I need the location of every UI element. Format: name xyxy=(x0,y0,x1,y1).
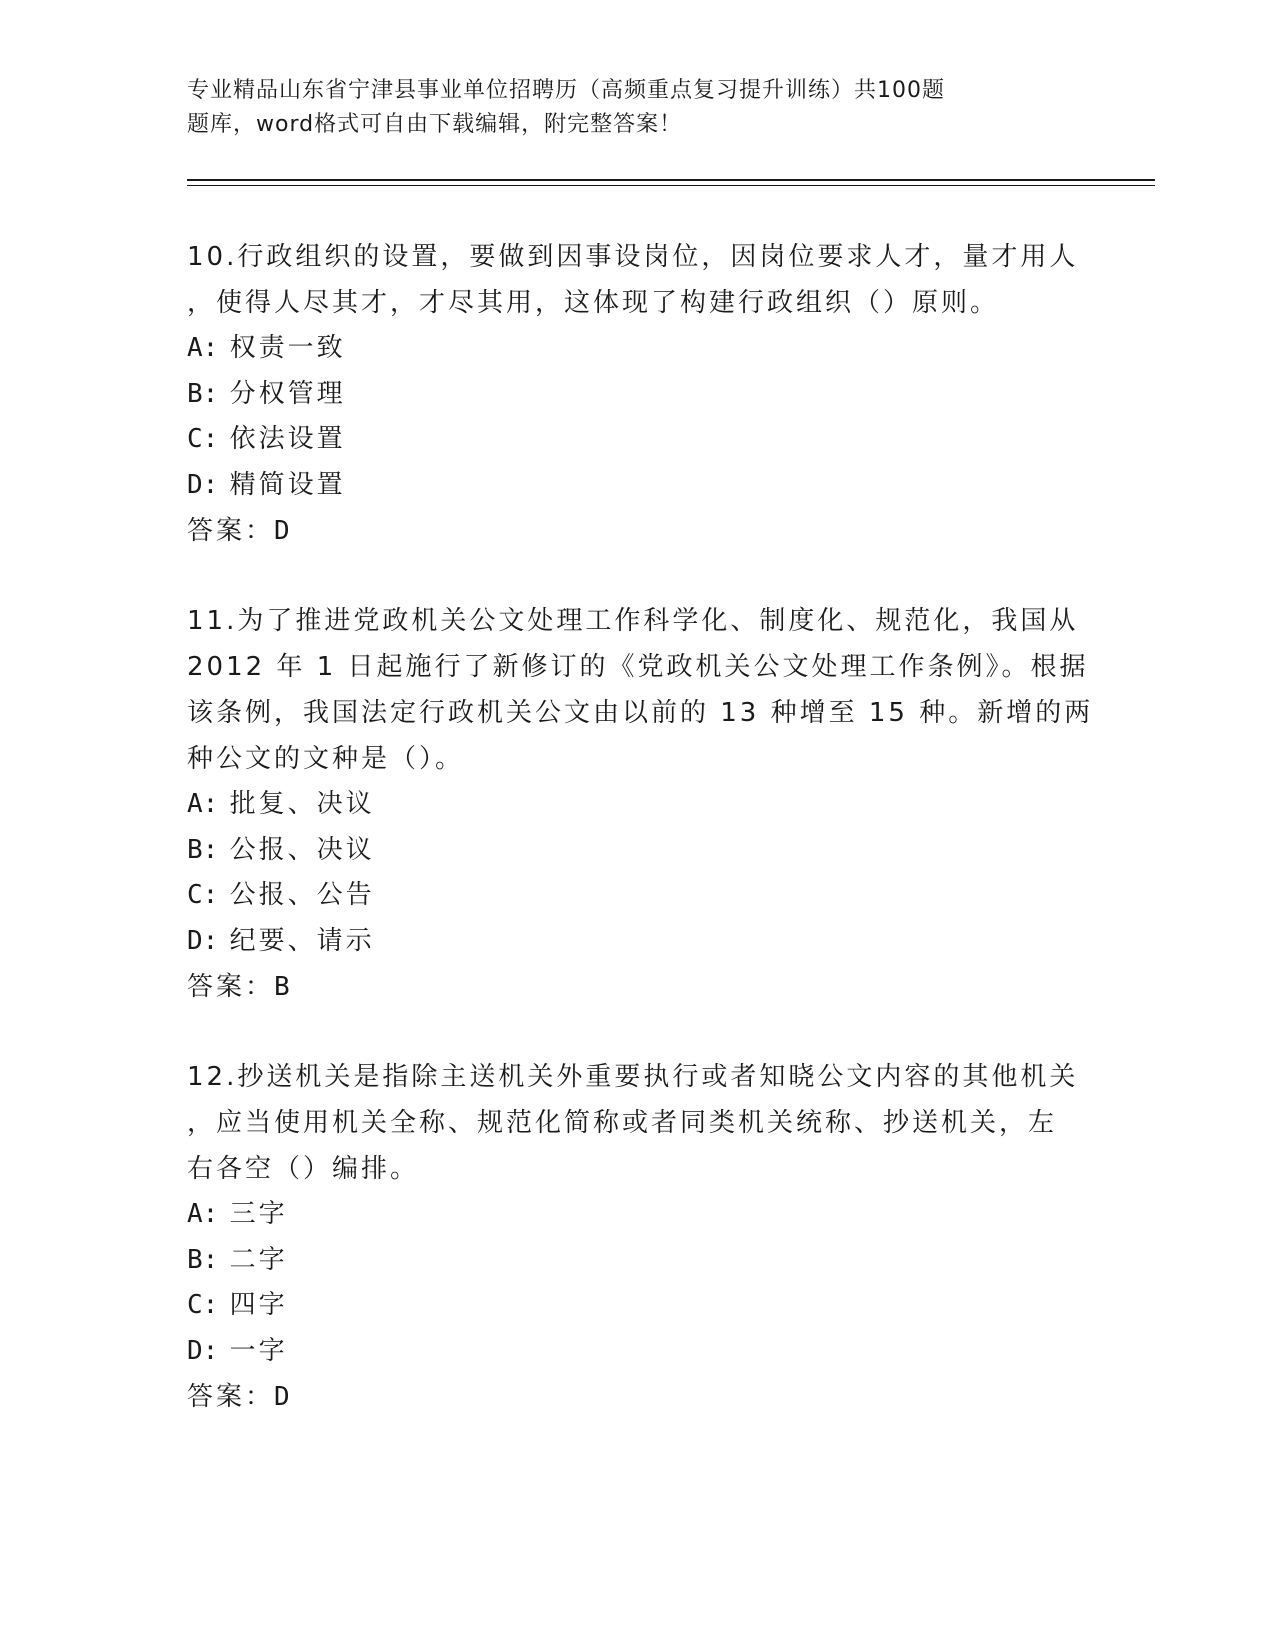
question-11 xyxy=(187,598,1094,1010)
option-text: 二字 xyxy=(229,1244,288,1275)
answer-line xyxy=(187,1374,1087,1420)
question-stem xyxy=(187,1054,1087,1192)
question-12 xyxy=(187,1054,1087,1420)
question-stem xyxy=(187,598,1094,782)
document-header xyxy=(187,74,1047,142)
option-key: D: xyxy=(187,1335,219,1366)
option-text: 分权管理 xyxy=(229,378,346,409)
answer-label: 答案： xyxy=(187,972,275,1002)
option-text: 精简设置 xyxy=(229,469,346,500)
question-stem-line: 右各空（）编排。 xyxy=(187,1154,420,1184)
option-key: C: xyxy=(187,1290,219,1320)
option-key: D: xyxy=(187,469,219,500)
option-list xyxy=(187,326,1087,508)
question-stem xyxy=(187,234,1087,326)
option-b xyxy=(187,828,1087,874)
question-10 xyxy=(187,234,1087,554)
option-a xyxy=(187,782,1087,828)
answer-value: D xyxy=(274,516,290,546)
question-stem-line: 12.抄送机关是指除主送机关外重要执行或者知晓公文内容的其他机关 xyxy=(187,1062,1079,1092)
option-key: C: xyxy=(187,424,219,454)
option-key: B: xyxy=(187,378,219,409)
header-divider-thick xyxy=(187,179,1155,181)
option-text: 公报、公告 xyxy=(229,880,375,910)
option-key: A: xyxy=(187,789,219,819)
option-text: 权责一致 xyxy=(229,333,346,363)
header-title-line-1: 专业精品山东省宁津县事业单位招聘历（高频重点复习提升训练）共100题 xyxy=(187,78,945,103)
option-c xyxy=(187,1283,1087,1329)
option-key: A: xyxy=(187,1199,219,1229)
option-text: 公报、决议 xyxy=(229,834,375,865)
question-stem-line: ，应当使用机关全称、规范化简称或者同类机关统称、抄送机关，左 xyxy=(187,1108,1058,1138)
question-stem-line: 该条例，我国法定行政机关公文由以前的 13 种增至 15 种。新增的两 xyxy=(187,698,1094,728)
option-b xyxy=(187,1238,1087,1284)
option-c xyxy=(187,417,1087,463)
answer-line xyxy=(187,508,1087,554)
question-stem-line: ，使得人尽其才，才尽其用，这体现了构建行政组织（）原则。 xyxy=(187,288,1000,318)
option-text: 三字 xyxy=(229,1199,288,1229)
option-text: 纪要、请示 xyxy=(229,925,375,956)
option-a xyxy=(187,326,1087,372)
option-text: 一字 xyxy=(229,1335,288,1366)
header-divider-thin xyxy=(187,185,1155,186)
option-a xyxy=(187,1192,1087,1238)
question-stem-line: 种公文的文种是（）。 xyxy=(187,744,465,774)
option-list xyxy=(187,1192,1087,1374)
option-key: D: xyxy=(187,925,219,956)
option-d xyxy=(187,1329,1087,1375)
option-b xyxy=(187,372,1087,418)
answer-label: 答案： xyxy=(187,1382,275,1412)
answer-value: D xyxy=(274,1382,290,1412)
option-text: 四字 xyxy=(229,1290,288,1320)
option-text: 批复、决议 xyxy=(229,789,375,819)
option-key: B: xyxy=(187,834,219,865)
option-key: C: xyxy=(187,880,219,910)
option-key: B: xyxy=(187,1244,219,1275)
question-stem-line: 2012 年 1 日起施行了新修订的《党政机关公文处理工作条例》。根据 xyxy=(187,652,1089,682)
option-key: A: xyxy=(187,333,219,363)
option-d xyxy=(187,463,1087,509)
answer-line xyxy=(187,964,1087,1010)
option-c xyxy=(187,873,1087,919)
answer-value: B xyxy=(274,972,290,1002)
header-title-line-2: 题库，word格式可自由下载编辑，附完整答案！ xyxy=(187,112,683,137)
option-d xyxy=(187,919,1087,965)
question-stem-line: 10.行政组织的设置，要做到因事设岗位，因岗位要求人才，量才用人 xyxy=(187,242,1079,272)
option-text: 依法设置 xyxy=(229,424,346,454)
option-list xyxy=(187,782,1087,964)
question-stem-line: 11.为了推进党政机关公文处理工作科学化、制度化、规范化，我国从 xyxy=(187,606,1079,636)
answer-label: 答案： xyxy=(187,516,275,546)
